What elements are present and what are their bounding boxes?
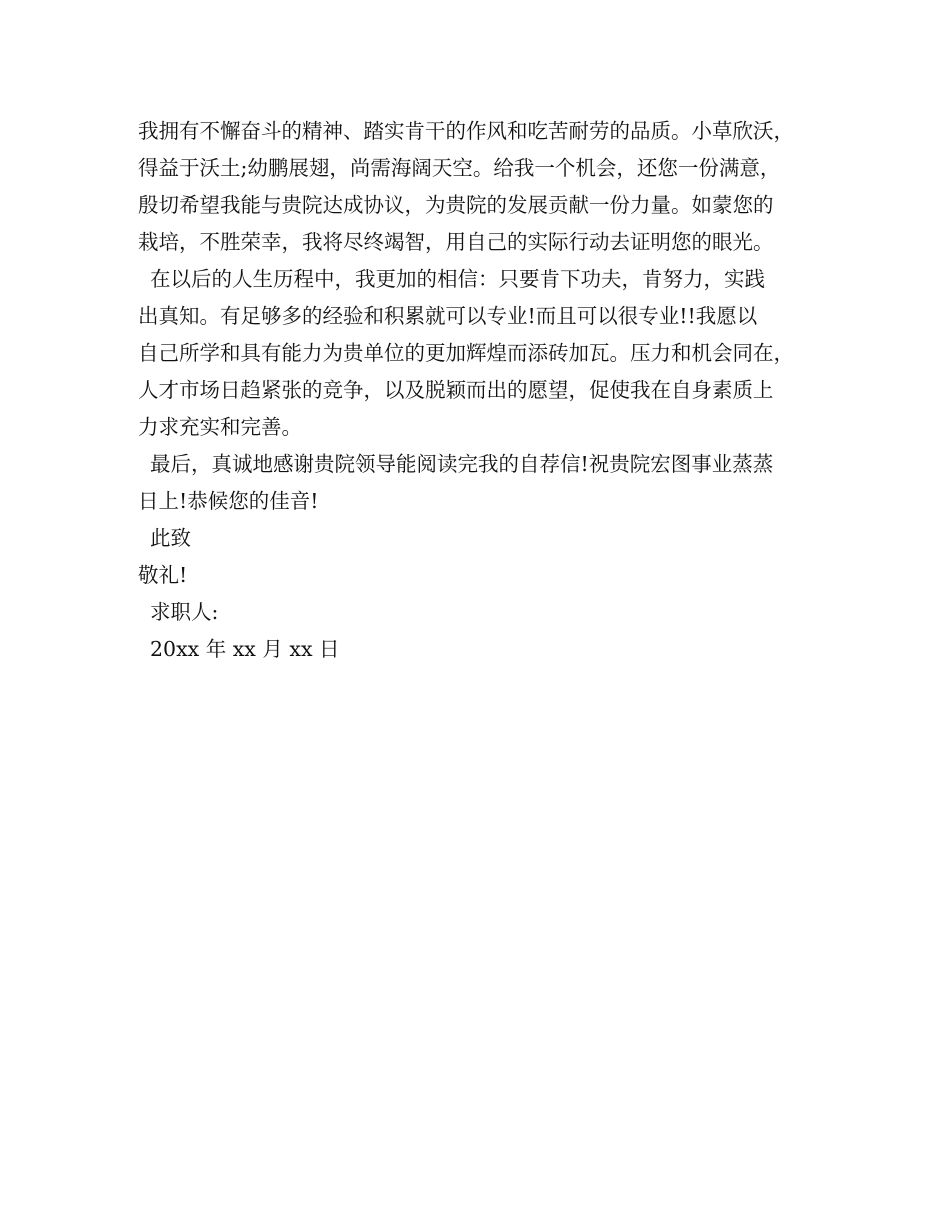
text-line: 殷切希望我能与贵院达成协议，为贵院的发展贡献一份力量。如蒙您的: [138, 193, 774, 217]
paragraph-thanks: [138, 446, 838, 520]
text-line: 在以后的人生历程中，我更加的相信：只要肯下功夫，肯努力，实践: [150, 267, 765, 291]
text-line: 出真知。有足够多的经验和积累就可以专业!而且可以很专业!!我愿以: [138, 304, 758, 328]
letter-body: [138, 113, 838, 668]
text-line: 得益于沃土;幼鹏展翅，尚需海阔天空。给我一个机会，还您一份满意，: [138, 156, 781, 180]
closing-regards: 敬礼!: [138, 563, 188, 587]
text-line: 栽培，不胜荣幸，我将尽终竭智，用自己的实际行动去证明您的眼光。: [138, 230, 774, 254]
paragraph-beliefs: [138, 261, 838, 446]
letter-date: 20xx 年 xx 月 xx 日: [150, 637, 340, 661]
text-line: 日上!恭候您的佳音!: [138, 489, 319, 513]
closing-salutation: 此致: [150, 526, 191, 550]
text-line: 最后，真诚地感谢贵院领导能阅读完我的自荐信!祝贵院宏图事业蒸蒸: [150, 452, 774, 476]
closing-block: [138, 520, 838, 668]
signature-label: 求职人:: [150, 600, 219, 624]
text-line: 我拥有不懈奋斗的精神、踏实肯干的作风和吃苦耐劳的品质。小草欣沃，: [138, 119, 794, 143]
text-line: 人才市场日趋紧张的竞争，以及脱颖而出的愿望，促使我在自身素质上: [138, 378, 774, 402]
text-line: 自己所学和具有能力为贵单位的更加辉煌而添砖加瓦。压力和机会同在，: [138, 341, 794, 365]
paragraph-qualities: [138, 113, 838, 261]
text-line: 力求充实和完善。: [138, 415, 302, 439]
